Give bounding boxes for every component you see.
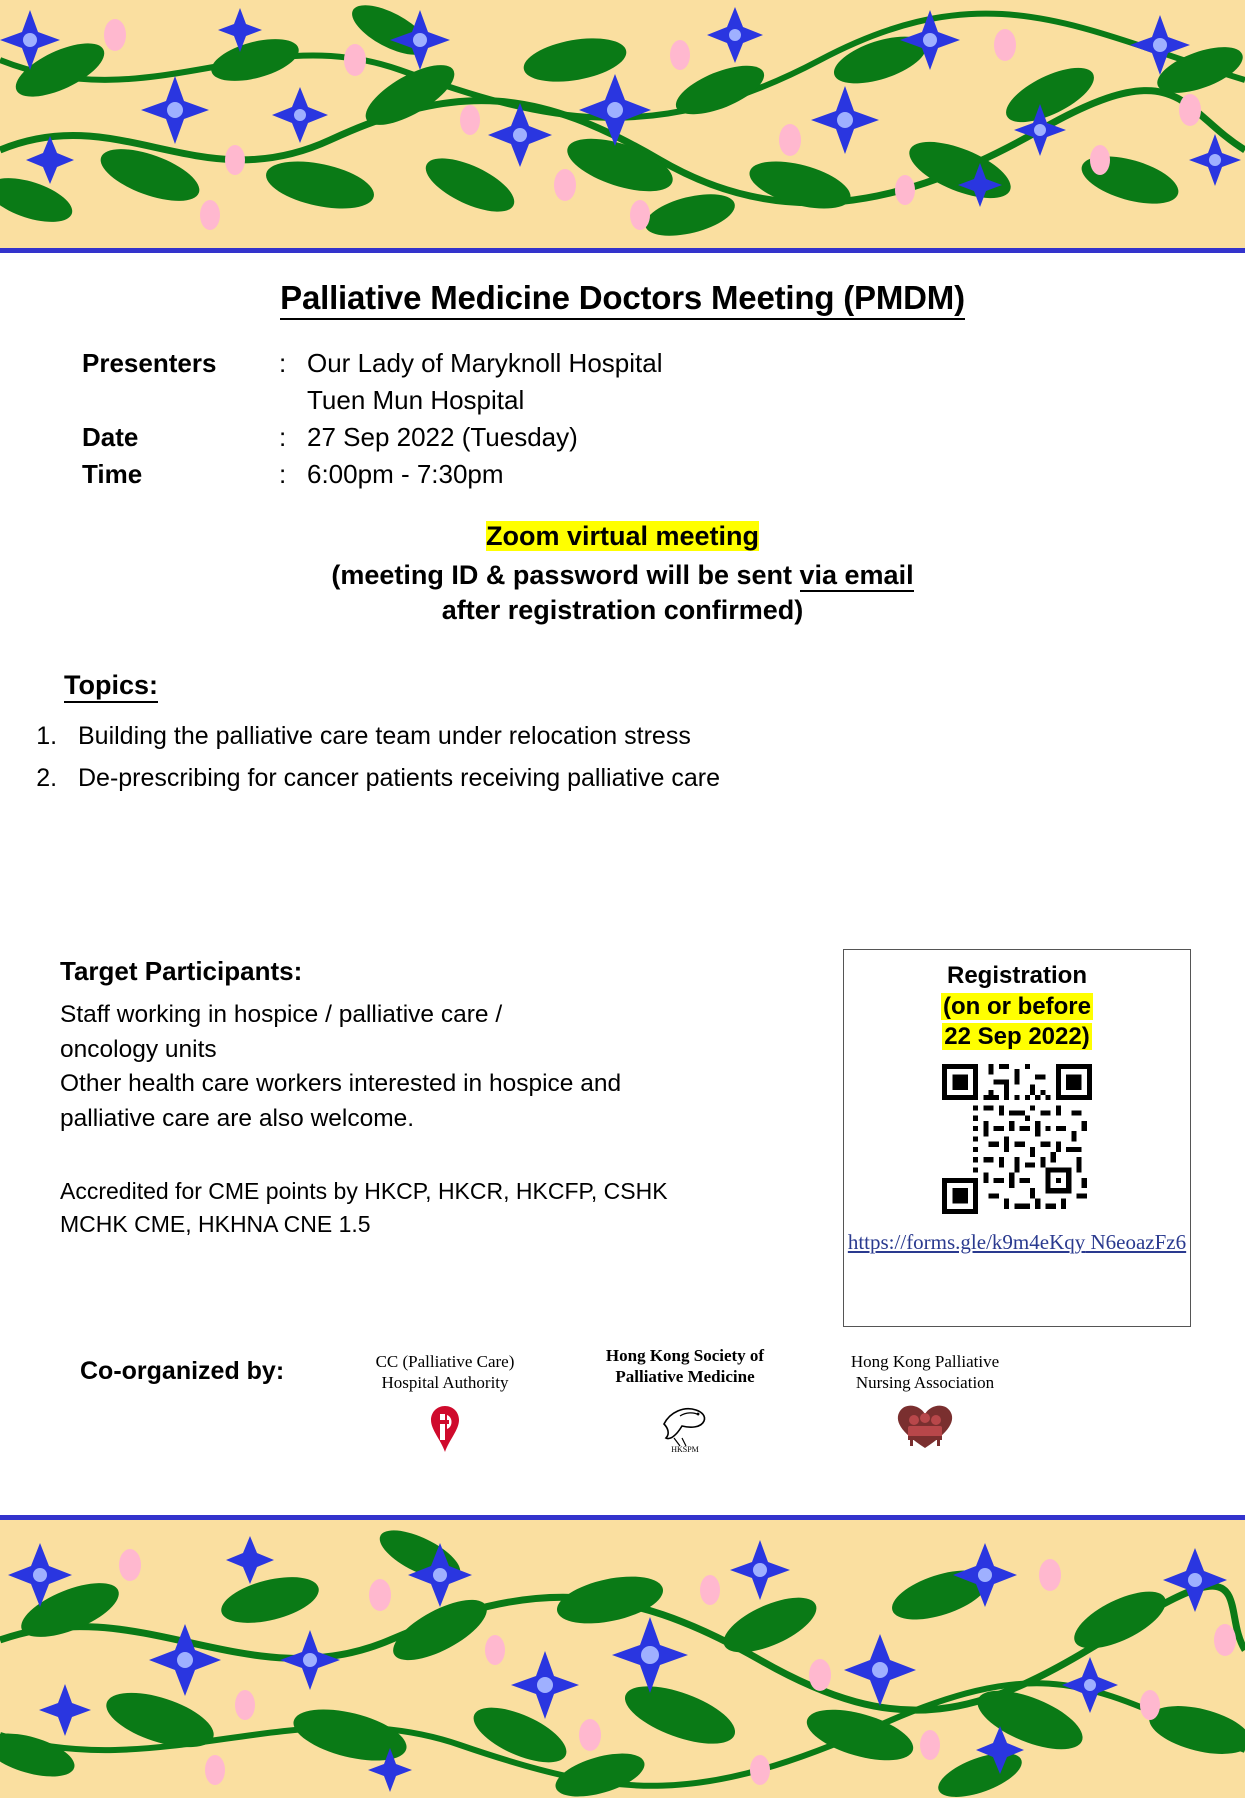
organizer-name-line2: Nursing Association xyxy=(855,1373,995,1393)
info-row-presenters xyxy=(82,345,1245,382)
time-colon: : xyxy=(279,458,287,489)
registration-link[interactable] xyxy=(844,1229,1190,1255)
info-row-date xyxy=(82,419,1245,456)
date-colon: : xyxy=(279,421,287,452)
organizer-name-line1: CC (Palliative Care) xyxy=(375,1352,515,1371)
registration-deadline-line1: (on or before xyxy=(943,993,1091,1020)
hospital-authority-logo-icon xyxy=(417,1400,473,1458)
hkspm-dove-logo-icon xyxy=(654,1394,716,1454)
cme-line-1: Accredited for CME points by HKCP, HKCR, HKCFP, CSHK xyxy=(60,1178,668,1205)
target-line-4: palliative care are also welcome. xyxy=(60,1105,415,1133)
hkpna-heart-logo-icon xyxy=(890,1400,960,1450)
zoom-meeting-line xyxy=(0,521,1245,552)
list-item: 1. Building the palliative care team under relocation stress xyxy=(64,715,1245,758)
presenters-value: Our Lady of Maryknoll Hospital xyxy=(307,348,663,378)
target-line-3: Other health care workers interested in hospice and xyxy=(60,1070,622,1098)
qr-code-icon[interactable] xyxy=(942,1064,1092,1214)
registration-box xyxy=(843,949,1191,1327)
registration-deadline xyxy=(844,992,1190,1052)
zoom-meeting-note xyxy=(0,558,1245,628)
floral-pattern-bottom xyxy=(0,1520,1245,1798)
presenters-colon: : xyxy=(279,348,287,378)
time-label: Time xyxy=(82,458,143,489)
decorative-floral-border-bottom xyxy=(0,1515,1245,1798)
registration-link-line2: N6eoazFz6 xyxy=(1090,1230,1187,1254)
cme-line-2: MCHK CME, HKHNA CNE 1.5 xyxy=(60,1210,371,1237)
target-line-1: Staff working in hospice / palliative care / xyxy=(60,1000,503,1028)
topics-list xyxy=(0,715,1245,800)
organizer-name-line2: Palliative Medicine xyxy=(615,1367,755,1387)
target-line-2: oncology units xyxy=(60,1035,217,1063)
list-item: 2. De-prescribing for cancer patients receiving palliative care xyxy=(64,757,1245,800)
decorative-floral-border-top xyxy=(0,0,1245,253)
organizer-hospital-authority xyxy=(330,1351,560,1463)
zoom-note-part2: after registration confirmed) xyxy=(441,594,804,625)
zoom-note-part1: (meeting ID & password will be sent xyxy=(331,559,800,590)
date-label: Date xyxy=(82,421,139,452)
floral-pattern-top xyxy=(0,0,1245,248)
co-organizers xyxy=(0,1343,1245,1473)
date-value: 27 Sep 2022 (Tuesday) xyxy=(307,421,578,452)
cme-accreditation xyxy=(60,1175,820,1240)
svg-text:HKSPM: HKSPM xyxy=(671,1444,699,1454)
presenters-label: Presenters xyxy=(82,348,217,378)
page-title xyxy=(0,279,1245,317)
organizer-name-line1: Hong Kong Palliative xyxy=(850,1352,1000,1371)
info-row-time xyxy=(82,456,1245,493)
poster-content xyxy=(0,253,1245,1515)
event-info xyxy=(82,345,1245,493)
target-participants-heading: Target Participants: xyxy=(60,956,303,986)
zoom-meeting-highlight: Zoom virtual meeting xyxy=(485,520,760,551)
presenters-value-2: Tuen Mun Hospital xyxy=(307,384,525,415)
registration-title: Registration xyxy=(946,962,1087,989)
co-organized-label: Co-organized by: xyxy=(80,1357,285,1385)
organizer-name-line2: Hospital Authority xyxy=(381,1373,509,1393)
target-participants-block xyxy=(60,953,820,1240)
zoom-note-via-email: via email xyxy=(799,559,914,590)
organizer-hkpna xyxy=(810,1351,1040,1455)
topics-heading-text: Topics: xyxy=(64,670,158,703)
time-value: 6:00pm - 7:30pm xyxy=(307,458,504,489)
topics-heading xyxy=(64,670,1245,701)
page-title-text: Palliative Medicine Doctors Meeting (PMDM) xyxy=(280,279,965,320)
organizer-hkspm xyxy=(570,1345,800,1459)
organizer-name-line1: Hong Kong Society of xyxy=(605,1346,765,1365)
registration-link-line1: https://forms.gle/k9m4eKqy xyxy=(847,1230,1086,1254)
registration-deadline-line2: 22 Sep 2022) xyxy=(944,1023,1090,1050)
